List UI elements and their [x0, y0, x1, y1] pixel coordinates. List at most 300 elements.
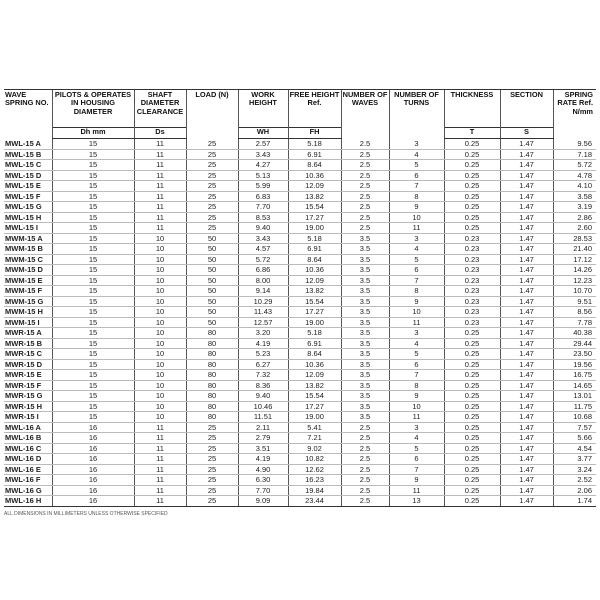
- cell-waves: 3.5: [341, 254, 389, 265]
- cell-thickness: 0.25: [444, 380, 500, 391]
- table-row: [4, 412, 596, 423]
- cell-section: 1.47: [500, 212, 553, 223]
- cell-turns: 3: [389, 139, 444, 150]
- cell-free-height: 8.64: [288, 160, 341, 171]
- cell-section: 1.47: [500, 286, 553, 297]
- cell-free-height: 5.18: [288, 328, 341, 339]
- cell-housing-diameter: 15: [52, 338, 134, 349]
- cell-shaft-diameter: 10: [134, 359, 186, 370]
- cell-spring-no: MWL-16 E: [4, 464, 52, 475]
- cell-housing-diameter: 16: [52, 422, 134, 433]
- cell-waves: 2.5: [341, 181, 389, 192]
- table-row: [4, 233, 596, 244]
- cell-turns: 8: [389, 191, 444, 202]
- cell-turns: 5: [389, 443, 444, 454]
- cell-load: 25: [186, 191, 238, 202]
- cell-shaft-diameter: 11: [134, 422, 186, 433]
- cell-work-height: 8.00: [238, 275, 288, 286]
- cell-waves: 2.5: [341, 160, 389, 171]
- footnote: ALL DIMENSIONS IN MILLIMETERS UNLESS OTHERWISE SPECIFIED: [4, 511, 168, 515]
- cell-thickness: 0.25: [444, 496, 500, 507]
- cell-section: 1.47: [500, 317, 553, 328]
- cell-housing-diameter: 15: [52, 160, 134, 171]
- cell-waves: 2.5: [341, 433, 389, 444]
- header-symbol-rate: [553, 128, 596, 139]
- cell-load: 25: [186, 170, 238, 181]
- header-spring-rate: SPRING RATE Ref. N/mm: [553, 90, 596, 128]
- cell-shaft-diameter: 10: [134, 401, 186, 412]
- cell-free-height: 5.41: [288, 422, 341, 433]
- cell-spring-rate: 9.56: [553, 139, 596, 150]
- cell-thickness: 0.25: [444, 328, 500, 339]
- table-row: [4, 160, 596, 171]
- cell-shaft-diameter: 11: [134, 202, 186, 213]
- table-row: [4, 496, 596, 507]
- cell-free-height: 6.91: [288, 149, 341, 160]
- cell-spring-no: MWL-15 I: [4, 223, 52, 234]
- cell-section: 1.47: [500, 139, 553, 150]
- cell-spring-rate: 4.78: [553, 170, 596, 181]
- cell-spring-rate: 3.77: [553, 454, 596, 465]
- cell-housing-diameter: 15: [52, 265, 134, 276]
- cell-spring-rate: 3.24: [553, 464, 596, 475]
- cell-thickness: 0.25: [444, 370, 500, 381]
- cell-waves: 3.5: [341, 391, 389, 402]
- cell-housing-diameter: 15: [52, 233, 134, 244]
- cell-waves: 3.5: [341, 233, 389, 244]
- cell-housing-diameter: 15: [52, 254, 134, 265]
- cell-spring-rate: 9.51: [553, 296, 596, 307]
- cell-spring-rate: 12.23: [553, 275, 596, 286]
- cell-work-height: 5.72: [238, 254, 288, 265]
- header-symbol-wh: WH: [238, 128, 288, 139]
- cell-load: 80: [186, 391, 238, 402]
- cell-section: 1.47: [500, 391, 553, 402]
- cell-load: 50: [186, 244, 238, 255]
- cell-section: 1.47: [500, 170, 553, 181]
- cell-turns: 4: [389, 244, 444, 255]
- cell-spring-rate: 14.26: [553, 265, 596, 276]
- cell-waves: 3.5: [341, 317, 389, 328]
- cell-section: 1.47: [500, 244, 553, 255]
- cell-section: 1.47: [500, 233, 553, 244]
- header-symbol-dh: Dh mm: [52, 128, 134, 139]
- cell-shaft-diameter: 11: [134, 485, 186, 496]
- table-header: [4, 90, 596, 139]
- cell-waves: 2.5: [341, 212, 389, 223]
- cell-spring-rate: 5.66: [553, 433, 596, 444]
- cell-turns: 5: [389, 349, 444, 360]
- cell-shaft-diameter: 11: [134, 496, 186, 507]
- cell-work-height: 9.09: [238, 496, 288, 507]
- cell-thickness: 0.23: [444, 317, 500, 328]
- cell-work-height: 3.51: [238, 443, 288, 454]
- cell-spring-no: MWL-16 G: [4, 485, 52, 496]
- cell-load: 25: [186, 485, 238, 496]
- cell-spring-rate: 11.75: [553, 401, 596, 412]
- cell-housing-diameter: 16: [52, 433, 134, 444]
- cell-shaft-diameter: 10: [134, 328, 186, 339]
- cell-free-height: 19.00: [288, 317, 341, 328]
- cell-work-height: 11.43: [238, 307, 288, 318]
- header-symbol-wave-spring-no: [4, 128, 52, 139]
- cell-waves: 2.5: [341, 454, 389, 465]
- cell-spring-rate: 4.54: [553, 443, 596, 454]
- cell-shaft-diameter: 10: [134, 307, 186, 318]
- cell-work-height: 6.86: [238, 265, 288, 276]
- cell-work-height: 2.11: [238, 422, 288, 433]
- cell-free-height: 13.82: [288, 380, 341, 391]
- cell-shaft-diameter: 10: [134, 296, 186, 307]
- cell-spring-no: MWR-15 D: [4, 359, 52, 370]
- table-row: [4, 265, 596, 276]
- table-row: [4, 349, 596, 360]
- cell-spring-no: MWM-15 F: [4, 286, 52, 297]
- cell-housing-diameter: 15: [52, 223, 134, 234]
- cell-waves: 2.5: [341, 443, 389, 454]
- cell-work-height: 5.99: [238, 181, 288, 192]
- cell-housing-diameter: 15: [52, 212, 134, 223]
- cell-housing-diameter: 15: [52, 328, 134, 339]
- cell-load: 50: [186, 307, 238, 318]
- header-symbol-s: S: [500, 128, 553, 139]
- cell-turns: 10: [389, 307, 444, 318]
- cell-housing-diameter: 16: [52, 475, 134, 486]
- cell-spring-rate: 14.65: [553, 380, 596, 391]
- cell-housing-diameter: 15: [52, 317, 134, 328]
- cell-thickness: 0.25: [444, 391, 500, 402]
- cell-thickness: 0.25: [444, 191, 500, 202]
- cell-spring-no: MWL-15 F: [4, 191, 52, 202]
- cell-load: 50: [186, 317, 238, 328]
- table-row: [4, 254, 596, 265]
- cell-free-height: 6.91: [288, 338, 341, 349]
- cell-housing-diameter: 15: [52, 139, 134, 150]
- cell-section: 1.47: [500, 254, 553, 265]
- cell-work-height: 5.23: [238, 349, 288, 360]
- cell-free-height: 17.27: [288, 307, 341, 318]
- cell-free-height: 12.09: [288, 370, 341, 381]
- cell-shaft-diameter: 11: [134, 443, 186, 454]
- header-number-of-turns: NUMBER OF TURNS: [389, 90, 444, 128]
- cell-housing-diameter: 15: [52, 275, 134, 286]
- cell-thickness: 0.25: [444, 464, 500, 475]
- cell-free-height: 13.82: [288, 286, 341, 297]
- table-row: [4, 359, 596, 370]
- cell-free-height: 8.64: [288, 254, 341, 265]
- cell-free-height: 10.36: [288, 265, 341, 276]
- cell-shaft-diameter: 10: [134, 317, 186, 328]
- cell-free-height: 10.36: [288, 359, 341, 370]
- cell-spring-rate: 2.52: [553, 475, 596, 486]
- cell-spring-no: MWL-15 H: [4, 212, 52, 223]
- cell-free-height: 23.44: [288, 496, 341, 507]
- cell-turns: 9: [389, 202, 444, 213]
- cell-turns: 7: [389, 464, 444, 475]
- cell-work-height: 4.57: [238, 244, 288, 255]
- cell-turns: 11: [389, 317, 444, 328]
- cell-waves: 2.5: [341, 191, 389, 202]
- cell-load: 80: [186, 338, 238, 349]
- cell-section: 1.47: [500, 307, 553, 318]
- cell-turns: 9: [389, 296, 444, 307]
- cell-section: 1.47: [500, 370, 553, 381]
- cell-spring-no: MWR-15 F: [4, 380, 52, 391]
- cell-thickness: 0.25: [444, 223, 500, 234]
- cell-housing-diameter: 15: [52, 412, 134, 423]
- cell-work-height: 4.90: [238, 464, 288, 475]
- header-shaft-diameter: SHAFT DIAMETER CLEARANCE: [134, 90, 186, 128]
- cell-spring-no: MWR-15 H: [4, 401, 52, 412]
- cell-load: 25: [186, 223, 238, 234]
- cell-spring-rate: 7.57: [553, 422, 596, 433]
- cell-section: 1.47: [500, 412, 553, 423]
- cell-turns: 6: [389, 265, 444, 276]
- cell-shaft-diameter: 10: [134, 380, 186, 391]
- cell-work-height: 6.83: [238, 191, 288, 202]
- cell-load: 25: [186, 212, 238, 223]
- cell-thickness: 0.25: [444, 412, 500, 423]
- cell-shaft-diameter: 11: [134, 149, 186, 160]
- table-row: [4, 317, 596, 328]
- cell-turns: 3: [389, 422, 444, 433]
- cell-waves: 3.5: [341, 359, 389, 370]
- cell-spring-no: MWR-15 I: [4, 412, 52, 423]
- cell-load: 25: [186, 433, 238, 444]
- cell-spring-no: MWM-15 G: [4, 296, 52, 307]
- cell-section: 1.47: [500, 359, 553, 370]
- cell-waves: 3.5: [341, 275, 389, 286]
- cell-thickness: 0.25: [444, 454, 500, 465]
- table-row: [4, 149, 596, 160]
- cell-shaft-diameter: 10: [134, 275, 186, 286]
- cell-work-height: 9.40: [238, 223, 288, 234]
- cell-section: 1.47: [500, 454, 553, 465]
- cell-shaft-diameter: 10: [134, 233, 186, 244]
- cell-load: 50: [186, 286, 238, 297]
- cell-spring-no: MWM-15 B: [4, 244, 52, 255]
- table-body: [4, 139, 596, 507]
- cell-free-height: 13.82: [288, 191, 341, 202]
- cell-waves: 2.5: [341, 202, 389, 213]
- cell-shaft-diameter: 11: [134, 191, 186, 202]
- header-section: SECTION: [500, 90, 553, 128]
- cell-spring-no: MWL-15 G: [4, 202, 52, 213]
- cell-spring-rate: 7.78: [553, 317, 596, 328]
- header-symbol-load: [186, 128, 238, 139]
- cell-free-height: 19.00: [288, 223, 341, 234]
- cell-load: 25: [186, 464, 238, 475]
- cell-spring-no: MWL-15 A: [4, 139, 52, 150]
- cell-shaft-diameter: 11: [134, 212, 186, 223]
- cell-housing-diameter: 15: [52, 149, 134, 160]
- header-work-height: WORK HEIGHT: [238, 90, 288, 128]
- cell-waves: 3.5: [341, 296, 389, 307]
- cell-turns: 5: [389, 254, 444, 265]
- cell-spring-rate: 5.72: [553, 160, 596, 171]
- cell-work-height: 3.20: [238, 328, 288, 339]
- cell-thickness: 0.25: [444, 160, 500, 171]
- cell-work-height: 3.43: [238, 149, 288, 160]
- cell-shaft-diameter: 11: [134, 475, 186, 486]
- cell-work-height: 6.30: [238, 475, 288, 486]
- cell-work-height: 8.53: [238, 212, 288, 223]
- cell-waves: 3.5: [341, 286, 389, 297]
- cell-free-height: 10.82: [288, 454, 341, 465]
- cell-thickness: 0.25: [444, 401, 500, 412]
- cell-spring-rate: 28.53: [553, 233, 596, 244]
- cell-spring-no: MWR-15 A: [4, 328, 52, 339]
- cell-shaft-diameter: 10: [134, 349, 186, 360]
- cell-housing-diameter: 16: [52, 485, 134, 496]
- cell-section: 1.47: [500, 160, 553, 171]
- cell-turns: 7: [389, 275, 444, 286]
- cell-free-height: 12.09: [288, 181, 341, 192]
- cell-turns: 8: [389, 286, 444, 297]
- cell-waves: 2.5: [341, 485, 389, 496]
- cell-turns: 11: [389, 223, 444, 234]
- table-row: [4, 401, 596, 412]
- cell-thickness: 0.23: [444, 275, 500, 286]
- cell-spring-rate: 40.38: [553, 328, 596, 339]
- cell-free-height: 5.18: [288, 139, 341, 150]
- cell-waves: 2.5: [341, 496, 389, 507]
- cell-turns: 3: [389, 233, 444, 244]
- cell-housing-diameter: 15: [52, 370, 134, 381]
- table-row: [4, 170, 596, 181]
- cell-load: 25: [186, 139, 238, 150]
- header-housing-diameter: PILOTS & OPERATES IN HOUSING DIAMETER: [52, 90, 134, 128]
- cell-section: 1.47: [500, 443, 553, 454]
- table-row: [4, 475, 596, 486]
- cell-housing-diameter: 15: [52, 349, 134, 360]
- cell-waves: 3.5: [341, 338, 389, 349]
- cell-turns: 11: [389, 412, 444, 423]
- cell-section: 1.47: [500, 464, 553, 475]
- header-symbol-t: T: [444, 128, 500, 139]
- cell-spring-rate: 1.74: [553, 496, 596, 507]
- table-row: [4, 338, 596, 349]
- cell-work-height: 7.70: [238, 485, 288, 496]
- cell-housing-diameter: 15: [52, 296, 134, 307]
- cell-waves: 2.5: [341, 422, 389, 433]
- cell-shaft-diameter: 11: [134, 181, 186, 192]
- cell-waves: 3.5: [341, 401, 389, 412]
- cell-shaft-diameter: 10: [134, 370, 186, 381]
- cell-housing-diameter: 15: [52, 170, 134, 181]
- cell-housing-diameter: 16: [52, 454, 134, 465]
- cell-turns: 7: [389, 181, 444, 192]
- cell-shaft-diameter: 11: [134, 464, 186, 475]
- cell-work-height: 8.36: [238, 380, 288, 391]
- cell-housing-diameter: 15: [52, 380, 134, 391]
- cell-spring-rate: 13.01: [553, 391, 596, 402]
- cell-thickness: 0.25: [444, 181, 500, 192]
- cell-spring-no: MWL-15 C: [4, 160, 52, 171]
- cell-spring-no: MWM-15 I: [4, 317, 52, 328]
- header-symbol-fh: FH: [288, 128, 341, 139]
- cell-spring-no: MWM-15 D: [4, 265, 52, 276]
- cell-section: 1.47: [500, 496, 553, 507]
- header-thickness: THICKNESS: [444, 90, 500, 128]
- cell-free-height: 12.09: [288, 275, 341, 286]
- cell-shaft-diameter: 11: [134, 160, 186, 171]
- cell-section: 1.47: [500, 422, 553, 433]
- cell-spring-rate: 2.86: [553, 212, 596, 223]
- table-row: [4, 244, 596, 255]
- cell-free-height: 8.64: [288, 349, 341, 360]
- cell-work-height: 5.13: [238, 170, 288, 181]
- header-symbol-waves: [341, 128, 389, 139]
- cell-section: 1.47: [500, 328, 553, 339]
- cell-section: 1.47: [500, 181, 553, 192]
- table-row: [4, 296, 596, 307]
- cell-turns: 4: [389, 149, 444, 160]
- cell-load: 25: [186, 202, 238, 213]
- cell-thickness: 0.25: [444, 359, 500, 370]
- cell-spring-no: MWL-16 C: [4, 443, 52, 454]
- cell-thickness: 0.25: [444, 433, 500, 444]
- cell-load: 25: [186, 475, 238, 486]
- cell-section: 1.47: [500, 275, 553, 286]
- cell-turns: 4: [389, 338, 444, 349]
- table-row: [4, 223, 596, 234]
- cell-load: 25: [186, 443, 238, 454]
- cell-section: 1.47: [500, 349, 553, 360]
- cell-load: 80: [186, 412, 238, 423]
- cell-section: 1.47: [500, 149, 553, 160]
- cell-load: 25: [186, 422, 238, 433]
- spring-specification-sheet: [4, 89, 596, 507]
- cell-spring-rate: 4.10: [553, 181, 596, 192]
- cell-section: 1.47: [500, 191, 553, 202]
- cell-thickness: 0.25: [444, 170, 500, 181]
- cell-spring-rate: 10.70: [553, 286, 596, 297]
- cell-spring-no: MWM-15 A: [4, 233, 52, 244]
- table-row: [4, 391, 596, 402]
- cell-waves: 3.5: [341, 307, 389, 318]
- cell-load: 50: [186, 296, 238, 307]
- cell-turns: 10: [389, 401, 444, 412]
- cell-housing-diameter: 15: [52, 391, 134, 402]
- cell-thickness: 0.23: [444, 254, 500, 265]
- cell-thickness: 0.25: [444, 475, 500, 486]
- cell-shaft-diameter: 10: [134, 244, 186, 255]
- table-row: [4, 307, 596, 318]
- cell-work-height: 2.79: [238, 433, 288, 444]
- table-row: [4, 212, 596, 223]
- cell-turns: 10: [389, 212, 444, 223]
- cell-section: 1.47: [500, 380, 553, 391]
- cell-shaft-diameter: 10: [134, 254, 186, 265]
- cell-shaft-diameter: 10: [134, 412, 186, 423]
- cell-work-height: 3.43: [238, 233, 288, 244]
- cell-waves: 2.5: [341, 139, 389, 150]
- cell-spring-no: MWR-15 B: [4, 338, 52, 349]
- table-row: [4, 328, 596, 339]
- cell-section: 1.47: [500, 265, 553, 276]
- cell-free-height: 10.36: [288, 170, 341, 181]
- cell-housing-diameter: 15: [52, 202, 134, 213]
- cell-shaft-diameter: 11: [134, 139, 186, 150]
- cell-waves: 3.5: [341, 380, 389, 391]
- cell-load: 25: [186, 496, 238, 507]
- cell-thickness: 0.25: [444, 485, 500, 496]
- cell-work-height: 2.57: [238, 139, 288, 150]
- cell-load: 80: [186, 359, 238, 370]
- cell-waves: 2.5: [341, 475, 389, 486]
- cell-turns: 11: [389, 485, 444, 496]
